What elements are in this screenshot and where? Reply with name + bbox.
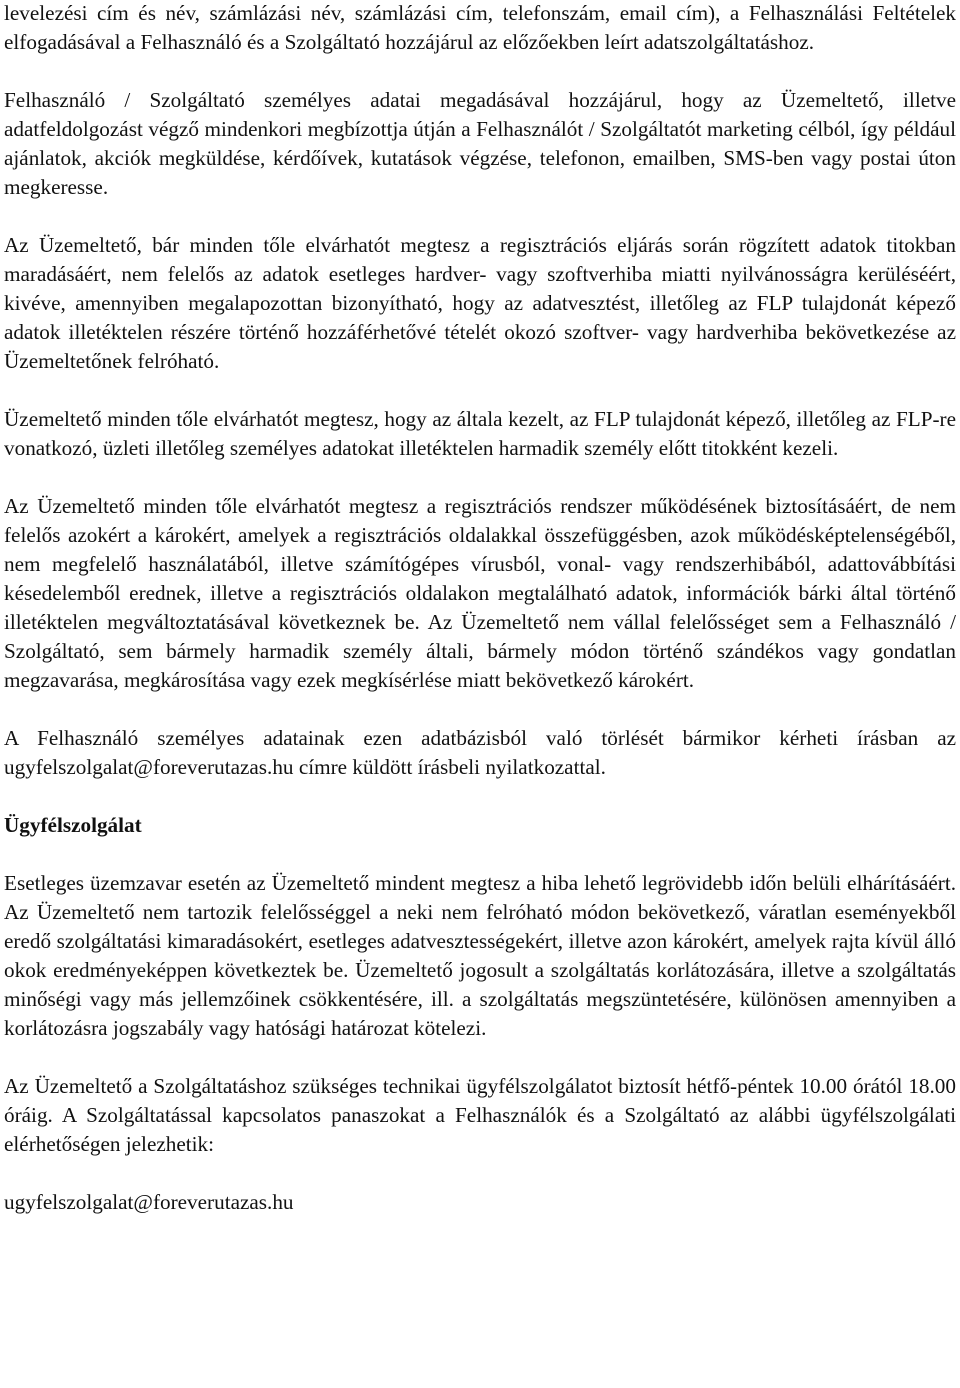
paragraph-data-deletion: A Felhasználó személyes adatainak ezen adatbázisból való törlését bármikor kérheti írásban az ugyfelszolgalat@foreverutazas.hu címre küldött írásbeli nyilatkozattal. <box>4 726 956 779</box>
paragraph-service-outage: Esetleges üzemzavar esetén az Üzemeltető mindent megtesz a hiba lehető legrövidebb időn belüli elhárításáért. Az Üzemeltető nem tartozik felelősséggel a neki nem felróható módon bekövetkező, váratlan eseményekből eredő szolgáltatási kimaradásokért, esetleges adatvesztességekért, illetve azon károkért, amelyek rajta kívül álló okok eredményeképpen következtek be. Üzemeltető jogosult a szolgáltatás korlátozására, illetve a szolgáltatás minőségi vagy más jellemzőinek csökkentésére, ill. a szolgáltatás megszüntetésére, különösen amennyiben a korlátozásra jogszabály vagy hatósági határozat kötelezi. <box>4 871 956 1040</box>
section-heading-customer-service: Ügyfélszolgálat <box>4 813 142 837</box>
paragraph-support-hours: Az Üzemeltető a Szolgáltatáshoz szükséges technikai ügyfélszolgálatot biztosít hétfő-péntek 10.00 órától 18.00 óráig. A Szolgáltatással kapcsolatos panaszokat a Felhasználók és a Szolgáltató az alábbi ügyfélszolgálati elérhetőségen jelezhetik: <box>4 1074 956 1156</box>
paragraph-data-security: Az Üzemeltető, bár minden tőle elvárhatót megtesz a regisztrációs eljárás során rögzített adatok titokban maradásáért, nem felelős az adatok esetleges hardver- vagy szoftverhiba miatti nyilvánosságra kerüléséért, kivéve, amennyiben megalapozottan bizonyítható, hogy az adatvesztést, illetőleg az FLP tulajdonát képező adatok illetéktelen részére történő hozzáférhetővé tételét okozó szoftver- vagy hardverhiba bekövetkezése az Üzemeltetőnek felróható. <box>4 233 956 373</box>
paragraph-marketing-consent: Felhasználó / Szolgáltató személyes adatai megadásával hozzájárul, hogy az Üzemeltető, illetve adatfeldolgozást végző mindenkori megbízottja útján a Felhasználót / Szolgáltatót marketing célból, így például ajánlatok, akciók megküldése, kérdőívek, kutatások végzése, telefonon, emailben, SMS-ben vagy postai úton megkeresse. <box>4 88 956 199</box>
document-page <box>4 0 956 1217</box>
paragraph-data-consent: levelezési cím és név, számlázási név, számlázási cím, telefonszám, email cím), a Felhasználási Feltételek elfogadásával a Felhasználó és a Szolgáltató hozzájárul az előzőekben leírt adatszolgáltatáshoz. <box>4 1 956 54</box>
paragraph-confidentiality: Üzemeltető minden tőle elvárhatót megtesz, hogy az általa kezelt, az FLP tulajdonát képező, illetőleg az FLP-re vonatkozó, üzleti illetőleg személyes adatokat illetéktelen harmadik személy előtt titokként kezeli. <box>4 407 956 460</box>
paragraph-liability: Az Üzemeltető minden tőle elvárhatót megtesz a regisztrációs rendszer működésének biztosításáért, de nem felelős azokért a károkért, amelyek a regisztrációs oldalakkal összefüggésben, azok működésképtelenségéből, nem megfelelő használatából, illetve számítógépes vírusból, vonal- vagy rendszerhibából, adattovábbítási késedelemből erednek, illetve a regisztrációs oldalakon megtalálható adatok, információk bárki által történő illetéktelen megváltoztatásával következnek be. Az Üzemeltető nem vállal felelősséget sem a Felhasználó / Szolgáltató, sem bármely harmadik személy általi, bármely módon történő szándékos vagy gondatlan megzavarása, megkárosítása vagy ezek megkísérlése miatt bekövetkező károkért. <box>4 494 956 692</box>
contact-email: ugyfelszolgalat@foreverutazas.hu <box>4 1190 294 1214</box>
